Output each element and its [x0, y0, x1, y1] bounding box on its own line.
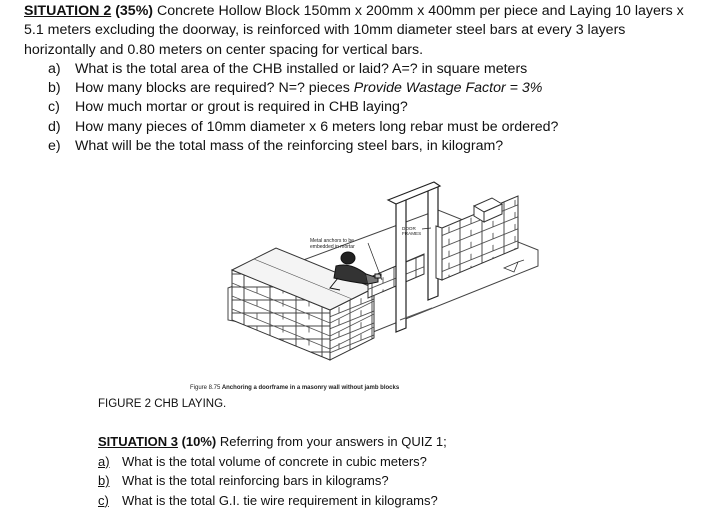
- situation-3-questions: [98, 452, 447, 511]
- door-callout-text-1: DOOR: [402, 226, 416, 231]
- situation-3-weight: (10%): [181, 434, 217, 449]
- question-label: c): [48, 99, 60, 116]
- question-item: [98, 452, 447, 472]
- figure-label: FIGURE 2 CHB LAYING.: [98, 398, 227, 410]
- question-label: d): [48, 118, 61, 135]
- situation-2-questions: [24, 60, 714, 156]
- question-emphasis: Provide Wastage Factor = 3%: [353, 80, 543, 97]
- question-label: c): [98, 492, 109, 508]
- question-text: How much mortar or grout is required in CHB laying?: [75, 99, 408, 116]
- anchor-callout-text-1: Metal anchors to be: [310, 238, 354, 244]
- question-label: a): [48, 60, 61, 77]
- question-item: [24, 98, 714, 117]
- situation-2-intro-line2: 5.1 meters excluding the doorway, is reinforced with 10mm diameter steel bars at every 3 layers: [24, 22, 626, 39]
- figure-caption: [190, 385, 399, 391]
- question-label: b): [48, 80, 61, 97]
- situation-2-intro-line1: Concrete Hollow Block 150mm x 200mm x 400mm per piece and Laying 10 layers x: [157, 3, 684, 19]
- figure-caption-text: Anchoring a doorframe in a masonry wall without jamb blocks: [221, 385, 400, 391]
- figure-caption-number: Figure 8.75: [190, 385, 221, 391]
- situation-3-intro-text: Referring from your answers in QUIZ 1;: [219, 434, 447, 449]
- situation-2-title: SITUATION 2: [24, 3, 112, 19]
- question-item: [24, 137, 714, 156]
- question-label: e): [48, 138, 61, 155]
- question-text: What is the total area of the CHB installed or laid? A=? in square meters: [75, 60, 528, 77]
- situation-2-intro-line3: horizontally and 0.80 meters on center spacing for vertical bars.: [24, 41, 424, 58]
- chb-laying-illustration: [218, 170, 540, 392]
- question-item: [24, 118, 714, 137]
- question-text: What will be the total mass of the reinforcing steel bars, in kilogram?: [75, 138, 504, 155]
- situation-3-title: SITUATION 3: [98, 434, 178, 449]
- question-text: What is the total G.I. tie wire requirement in kilograms?: [122, 492, 438, 508]
- question-text: What is the total volume of concrete in cubic meters?: [122, 453, 427, 469]
- anchor-callout-text-2: embedded in mortar: [310, 244, 355, 250]
- situation-2-block: [24, 2, 714, 156]
- situation-3-block: [98, 432, 447, 510]
- question-item: [98, 471, 447, 491]
- situation-2-heading: [24, 3, 153, 19]
- question-text: How many pieces of 10mm diameter x 6 meters long rebar must be ordered?: [75, 118, 559, 135]
- situation-2-weight: (35%): [115, 3, 154, 19]
- question-text: What is the total reinforcing bars in kilograms?: [122, 473, 389, 488]
- situation-3-intro: [98, 432, 447, 452]
- question-text: How many blocks are required? N=? pieces: [75, 80, 350, 97]
- door-callout-text-2: FRAMES: [402, 231, 422, 236]
- situation-2-intro: [24, 2, 714, 21]
- question-label: b): [98, 473, 110, 488]
- question-label: a): [98, 453, 110, 469]
- question-item: [24, 79, 714, 98]
- situation-3-heading: [98, 434, 216, 449]
- question-item: [24, 60, 714, 79]
- question-item: [98, 491, 447, 511]
